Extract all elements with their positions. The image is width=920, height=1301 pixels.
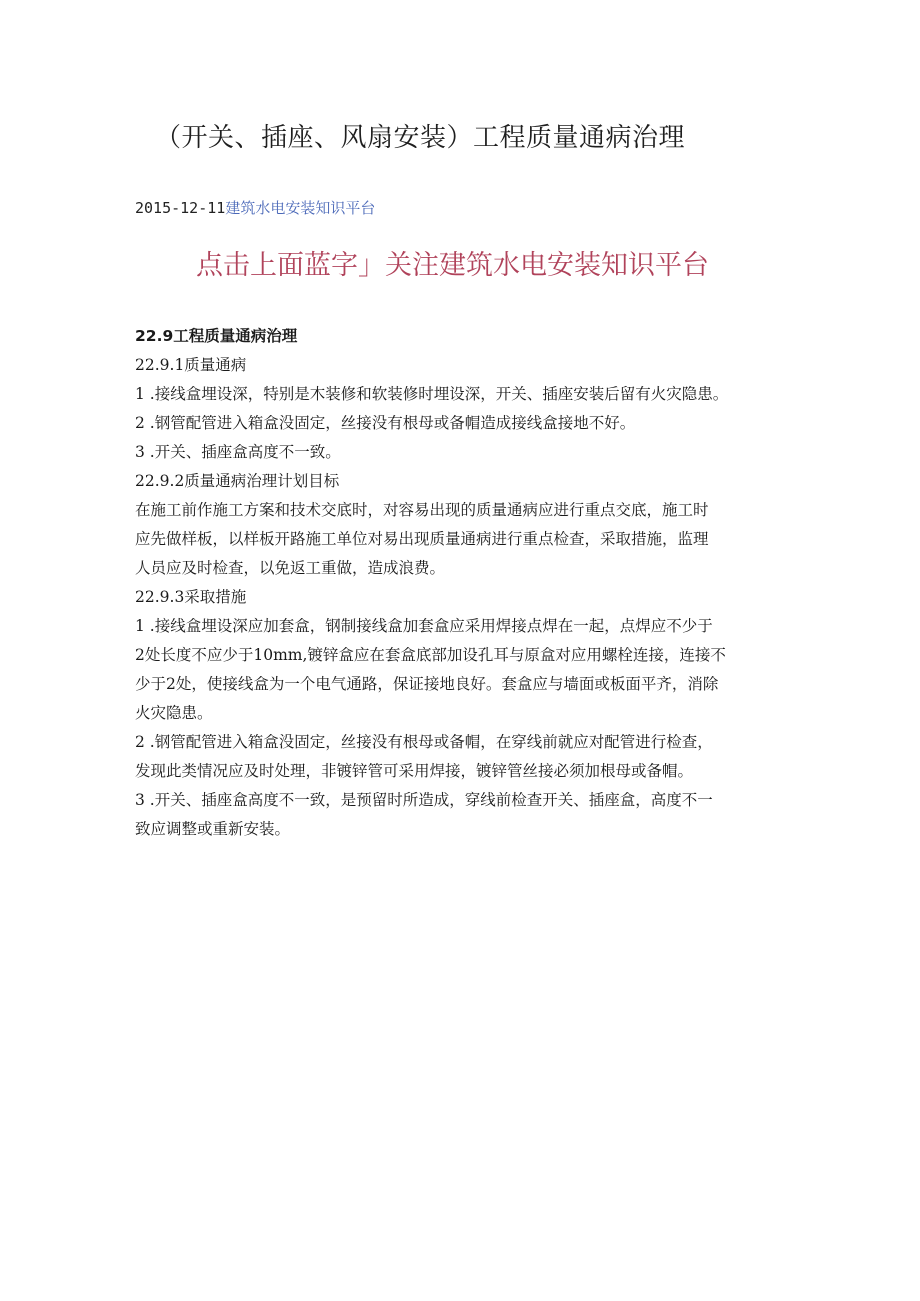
section-heading: 22.9工程质量通病治理 [135, 327, 298, 345]
body-line: 应先做样板，以样板开路施工单位对易出现质量通病进行重点检查，采取措施，监理 [135, 530, 709, 548]
body-line: 少于2处，使接线盒为一个电气通路，保证接地良好。套盒应与墙面或板面平齐，消除 [135, 675, 719, 693]
body-line: 1 .接线盒埋设深应加套盒，钢制接线盒加套盒应采用焊接点焊在一起，点焊应不少于 [135, 617, 713, 635]
body-line: 1 .接线盒埋设深，特别是木装修和软装修时埋设深，开关、插座安装后留有火灾隐患。 [135, 385, 729, 403]
body-line: 致应调整或重新安装。 [135, 820, 291, 838]
body-line: 发现此类情况应及时处理，非镀锌管可采用焊接，镀锌管丝接必须加根母或备帽。 [135, 762, 694, 780]
publish-date: 2015-12-11 [135, 199, 226, 217]
body-line: 3 .开关、插座盒高度不一致，是预留时所造成，穿线前检查开关、插座盒，高度不一 [135, 791, 713, 809]
body-line: 22.9.2质量通病治理计划目标 [135, 472, 340, 490]
source-link[interactable]: 建筑水电安装知识平台 [225, 199, 376, 217]
body-line: 人员应及时检查，以免返工重做，造成浪费。 [135, 559, 446, 577]
body-line: 2处长度不应少于10mm,镀锌盒应在套盒底部加设孔耳与原盒对应用螺栓连接，连接不 [135, 646, 726, 664]
body-line: 2 .钢管配管进入箱盒没固定，丝接没有根母或备帽，在穿线前就应对配管进行检查， [135, 733, 713, 751]
body-line: 3 .开关、插座盒高度不一致。 [135, 443, 341, 461]
body-line: 在施工前作施工方案和技术交底时，对容易出现的质量通病应进行重点交底，施工时 [135, 501, 709, 519]
article-meta [135, 196, 375, 220]
document-body [135, 322, 795, 844]
body-line: 2 .钢管配管进入箱盒没固定，丝接没有根母或备帽造成接线盒接地不好。 [135, 414, 636, 432]
body-line: 22.9.3采取措施 [135, 588, 247, 606]
body-line: 22.9.1质量通病 [135, 356, 247, 374]
document-title: （开关、插座、风扇安装）工程质量通病治理 [155, 123, 686, 153]
follow-prompt: 点击上面蓝字」关注建筑水电安装知识平台 [196, 250, 709, 281]
body-line: 火灾隐患。 [135, 704, 213, 722]
